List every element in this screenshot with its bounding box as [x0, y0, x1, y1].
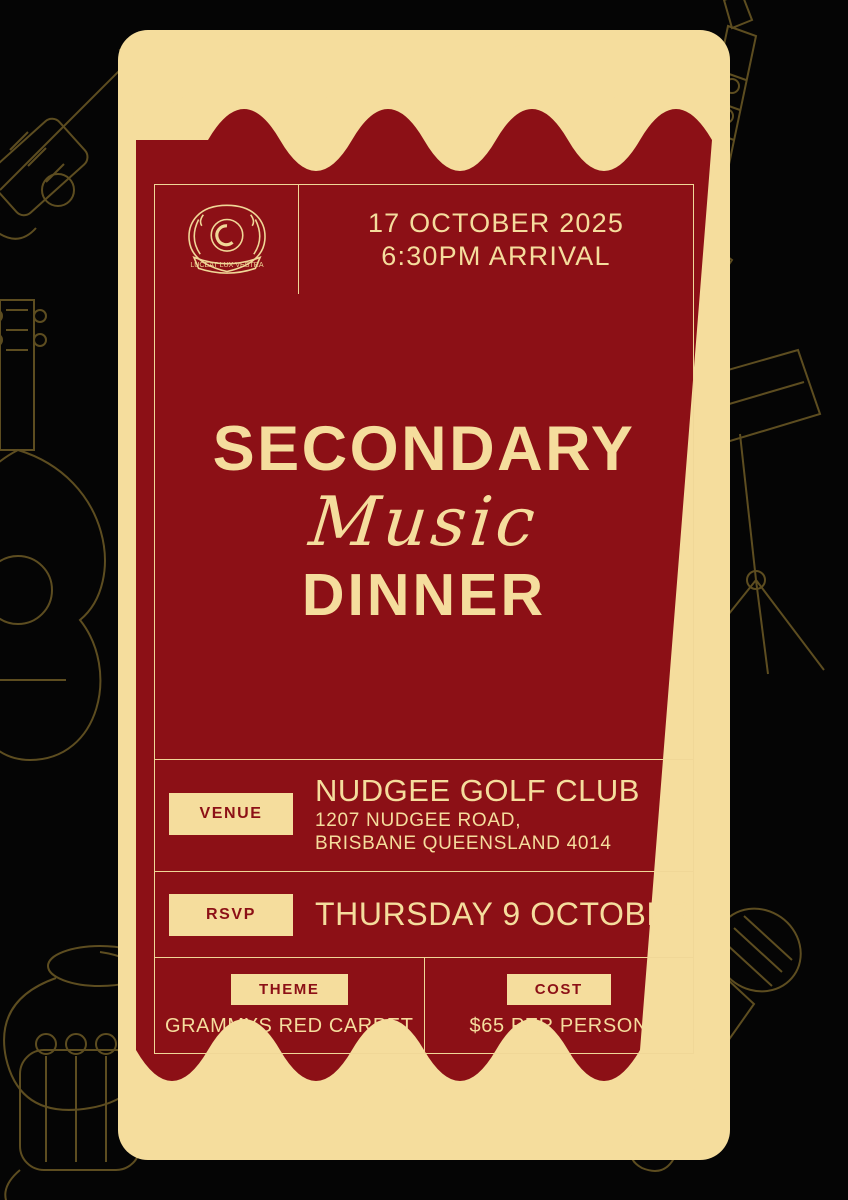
cost-value: $65 PER PERSON [469, 1014, 648, 1037]
event-date: 17 OCTOBER 2025 [367, 207, 625, 238]
title-line-secondary: SECONDARY [212, 413, 636, 484]
venue-address-line1: 1207 NUDGEE ROAD, [315, 809, 522, 831]
cost-tag: COST [507, 974, 611, 1005]
school-crest-icon [179, 199, 275, 281]
theme-cost-row [154, 958, 694, 1054]
ticket-content [154, 184, 694, 1054]
ticket-card [118, 30, 730, 1160]
theme-cell [155, 958, 425, 1053]
theme-tag: THEME [231, 974, 348, 1005]
venue-details [315, 774, 640, 855]
header-row [154, 184, 694, 294]
crest-cell [155, 185, 299, 294]
cost-cell [425, 958, 694, 1053]
venue-address-line2: BRISBANE QUEENSLAND 4014 [315, 832, 612, 854]
rsvp-tag: RSVP [169, 894, 293, 936]
crest-motto: LUCEAT LUX VESTRA [189, 260, 264, 269]
venue-name: NUDGEE GOLF CLUB [315, 772, 640, 808]
title-block [154, 294, 694, 760]
rsvp-row [154, 872, 694, 958]
theme-value: GRAMMYS RED CARPET [164, 1014, 414, 1037]
venue-tag: VENUE [169, 793, 293, 835]
event-arrival-time: 6:30PM ARRIVAL [381, 240, 611, 271]
title-line-dinner: DINNER [301, 562, 547, 629]
date-cell [299, 185, 693, 294]
venue-row [154, 760, 694, 872]
title-line-music: Music [305, 482, 543, 562]
rsvp-date: THURSDAY 9 OCTOBER [315, 896, 693, 932]
